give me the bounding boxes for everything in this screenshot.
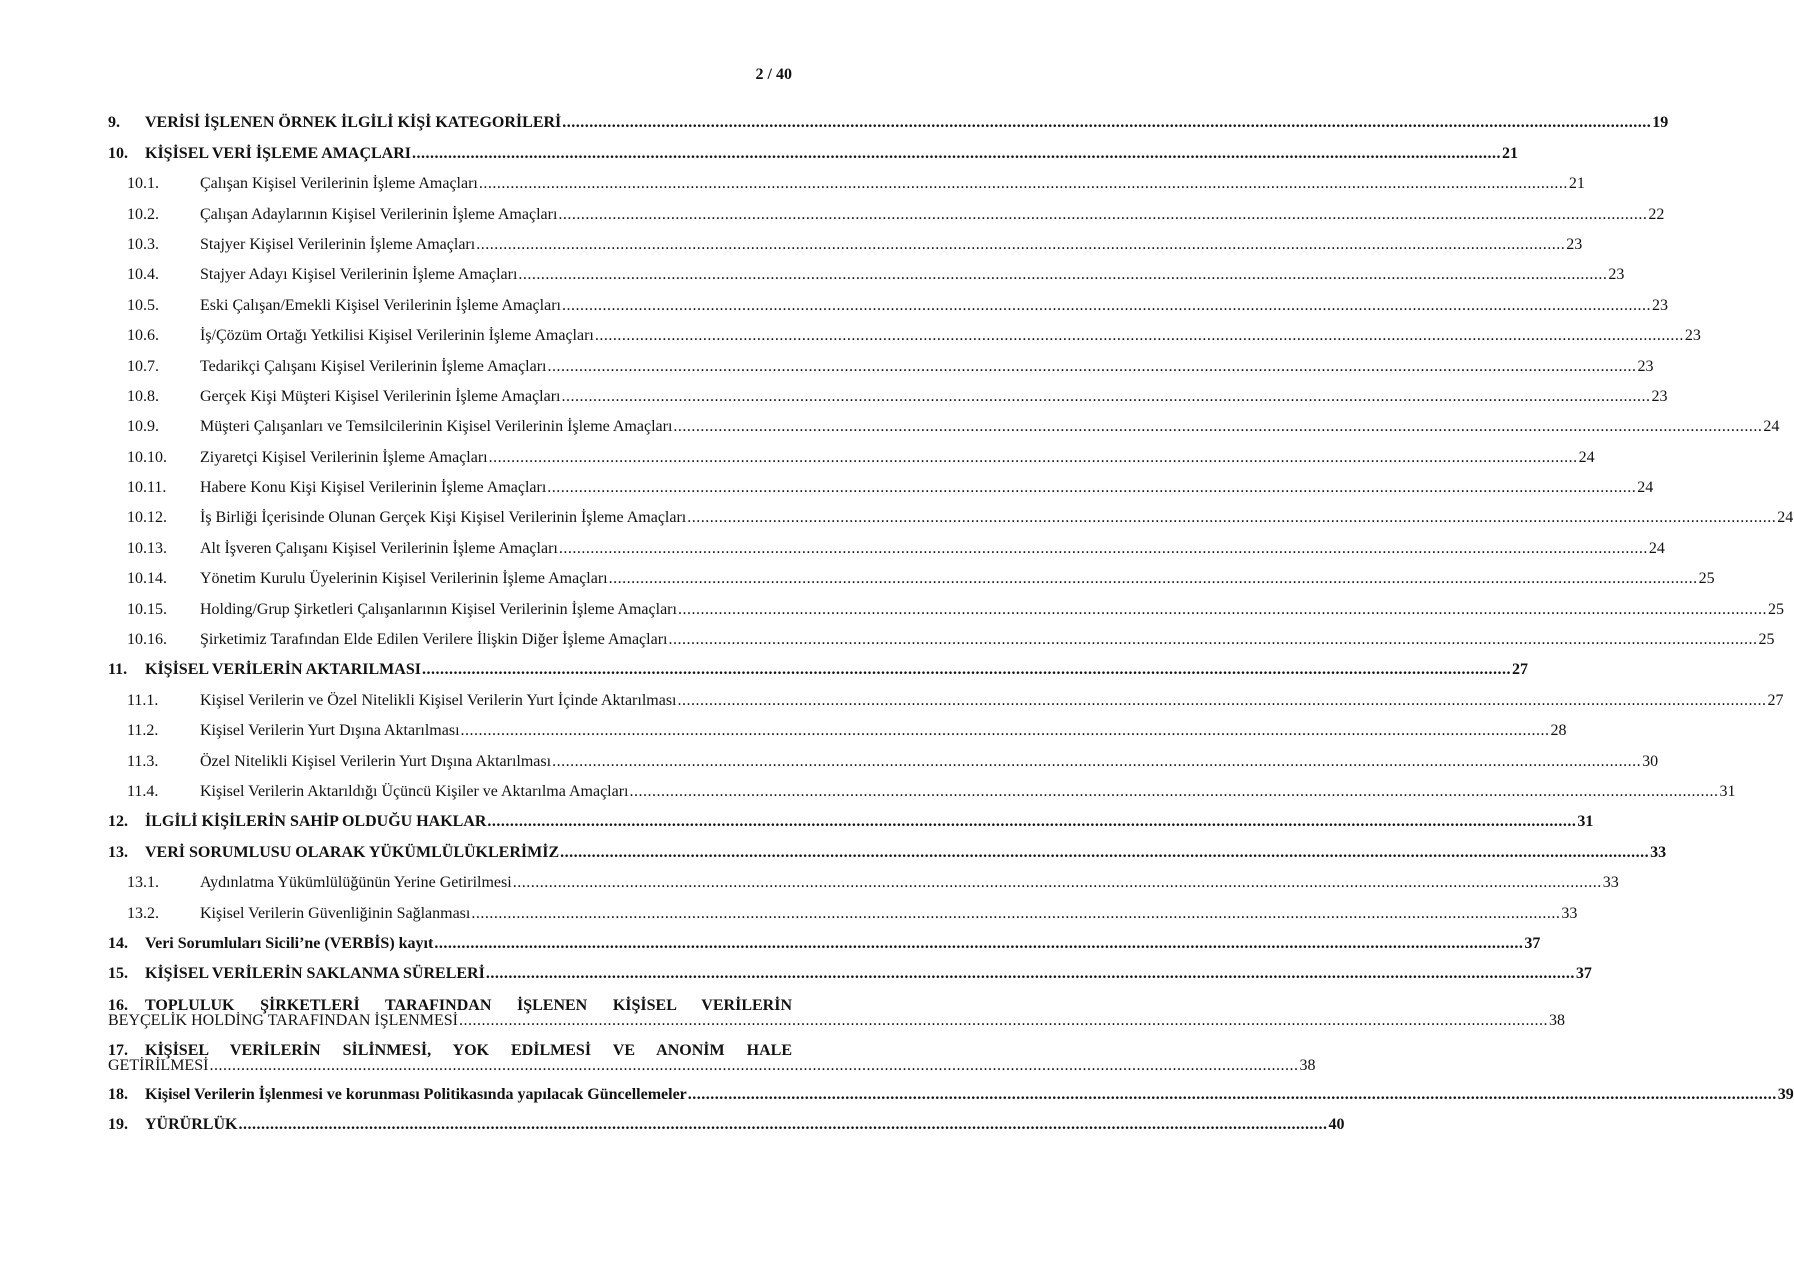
toc-entry-number: 9. bbox=[108, 114, 120, 132]
toc-entry[interactable] bbox=[108, 473, 1654, 503]
dot-leader bbox=[486, 965, 1575, 983]
dot-leader bbox=[595, 327, 1684, 345]
toc-entry-number: 15. bbox=[108, 965, 128, 983]
dot-leader bbox=[461, 722, 1550, 740]
toc-entry[interactable] bbox=[108, 290, 1668, 320]
dot-leader bbox=[459, 1012, 1548, 1030]
toc-entry[interactable] bbox=[108, 1110, 1345, 1140]
toc-entry[interactable] bbox=[108, 503, 1794, 533]
toc-entry-page: 24 bbox=[1648, 539, 1665, 557]
toc-entry[interactable] bbox=[108, 868, 1619, 898]
toc-entry-title: Aydınlatma Yükümlülüğünün Yerine Getirilmesi bbox=[200, 874, 512, 892]
dot-leader bbox=[479, 175, 1568, 193]
toc-entry-number: 18. bbox=[108, 1085, 128, 1103]
toc-entry-number: 10.6. bbox=[127, 327, 159, 345]
dot-leader bbox=[609, 570, 1698, 588]
toc-entry-title: Kişisel Verilerin İşlenmesi ve korunması Politikasında yapılacak Güncellemeler bbox=[145, 1085, 687, 1103]
toc-entry[interactable] bbox=[108, 959, 1592, 989]
toc-entry-title: Yönetim Kurulu Üyelerinin Kişisel Verilerinin İşleme Amaçları bbox=[200, 570, 608, 588]
toc-entry[interactable] bbox=[108, 625, 1775, 655]
toc-entry-number: 13.1. bbox=[127, 874, 159, 892]
toc-entry-title: Şirketimiz Tarafından Elde Edilen Verilere İlişkin Diğer İşleme Amaçları bbox=[200, 631, 668, 649]
toc-entry-page: 38 bbox=[1299, 1057, 1316, 1075]
dot-leader bbox=[547, 358, 1636, 376]
toc-entry-title: Kişisel Verilerin ve Özel Nitelikli Kişisel Verilerin Yurt İçinde Aktarılması bbox=[200, 691, 677, 709]
page-number: 2 / 40 bbox=[755, 66, 792, 83]
dot-leader bbox=[487, 813, 1576, 831]
toc-entry-title: Alt İşveren Çalışanı Kişisel Verilerinin İşleme Amaçları bbox=[200, 539, 558, 557]
dot-leader bbox=[562, 388, 1651, 406]
toc-entry-page: 23 bbox=[1637, 357, 1654, 375]
toc-entry-title: GETİRİLMESİ bbox=[108, 1057, 209, 1075]
toc-entry[interactable] bbox=[108, 442, 1595, 472]
toc-entry-title: VERİSİ İŞLENEN ÖRNEK İLGİLİ KİŞİ KATEGORİLERİ bbox=[145, 114, 562, 132]
toc-entry-number: 11.4. bbox=[127, 782, 159, 800]
toc-entry-page: 27 bbox=[1767, 691, 1784, 709]
toc-entry-title: Çalışan Kişisel Verilerinin İşleme Amaçları bbox=[200, 175, 478, 193]
toc-entry[interactable] bbox=[108, 837, 1667, 867]
toc-entry-number: 16. bbox=[108, 997, 128, 1015]
toc-entry[interactable] bbox=[108, 533, 1665, 563]
toc-entry-number: 10.4. bbox=[127, 266, 159, 284]
toc-entry-page: 37 bbox=[1524, 934, 1541, 952]
toc-entry-page: 39 bbox=[1777, 1085, 1794, 1103]
toc-entry-number: 11. bbox=[108, 661, 128, 679]
toc-entry[interactable] bbox=[108, 199, 1665, 229]
toc-entry-number: 13. bbox=[108, 843, 128, 861]
toc-entry-title: Özel Nitelikli Kişisel Verilerin Yurt Dışına Aktarılması bbox=[200, 752, 552, 770]
toc-entry-page: 33 bbox=[1561, 904, 1578, 922]
toc-entry-page: 21 bbox=[1568, 175, 1585, 193]
toc-entry-title: Tedarikçi Çalışanı Kişisel Verilerinin İşleme Amaçları bbox=[200, 357, 547, 375]
dot-leader bbox=[552, 753, 1641, 771]
toc-entry-number: 10.12. bbox=[127, 509, 167, 527]
toc-entry-number: 10.7. bbox=[127, 357, 159, 375]
toc-entry-page: 23 bbox=[1608, 266, 1625, 284]
toc-entry-number: 10.16. bbox=[127, 631, 167, 649]
dot-leader bbox=[471, 905, 1560, 923]
toc-entry-page: 33 bbox=[1650, 843, 1667, 861]
toc-entry-page: 37 bbox=[1575, 965, 1592, 983]
toc-entry[interactable] bbox=[108, 898, 1578, 928]
toc-entry-number: 10.14. bbox=[127, 570, 167, 588]
toc-entry-number: 10.11. bbox=[127, 479, 167, 497]
dot-leader bbox=[489, 449, 1578, 467]
toc-entry-number: 10. bbox=[108, 144, 128, 162]
toc-entry[interactable] bbox=[108, 138, 1519, 168]
dot-leader bbox=[559, 540, 1648, 558]
toc-entry-page: 24 bbox=[1578, 448, 1595, 466]
toc-entry-page: 23 bbox=[1651, 387, 1668, 405]
dot-leader bbox=[562, 114, 1651, 132]
toc-entry-title: VERİ SORUMLUSU OLARAK YÜKÜMLÜLÜKLERİMİZ bbox=[145, 843, 560, 861]
toc-entry-page: 31 bbox=[1577, 813, 1594, 831]
toc-entry-title: Holding/Grup Şirketleri Çalışanlarının Kişisel Verilerinin İşleme Amaçları bbox=[200, 600, 677, 618]
toc-entry-number: 11.3. bbox=[127, 752, 159, 770]
toc-entry[interactable] bbox=[108, 321, 1701, 351]
toc-entry[interactable] bbox=[108, 230, 1583, 260]
toc-entry-title: İLGİLİ KİŞİLERİN SAHİP OLDUĞU HAKLAR bbox=[145, 813, 487, 831]
dot-leader bbox=[678, 692, 1767, 710]
toc-entry-number: 17. bbox=[108, 1042, 128, 1060]
toc-entry[interactable] bbox=[108, 564, 1715, 594]
dot-leader bbox=[687, 509, 1776, 527]
toc-entry[interactable] bbox=[108, 594, 1784, 624]
toc-entry-title-line1: KİŞİSEL VERİLERİN SİLİNMESİ, YOK EDİLMESİ VE ANONİM HALE bbox=[145, 1042, 792, 1060]
toc-entry[interactable] bbox=[108, 989, 1565, 1034]
toc-entry[interactable] bbox=[108, 655, 1528, 685]
toc-entry-page: 24 bbox=[1637, 479, 1654, 497]
toc-entry-number: 10.9. bbox=[127, 418, 159, 436]
dot-leader bbox=[547, 479, 1636, 497]
dot-leader bbox=[209, 1057, 1298, 1075]
dot-leader bbox=[688, 1086, 1777, 1104]
toc-entry-page: 21 bbox=[1502, 144, 1519, 162]
toc-entry-title: Müşteri Çalışanları ve Temsilcilerinin Kişisel Verilerinin İşleme Amaçları bbox=[200, 418, 673, 436]
toc-entry[interactable] bbox=[108, 260, 1625, 290]
toc-entry[interactable] bbox=[108, 746, 1659, 776]
dot-leader bbox=[476, 236, 1565, 254]
toc-entry[interactable] bbox=[108, 716, 1567, 746]
toc-entry-page: 40 bbox=[1328, 1116, 1345, 1134]
toc-entry-page: 28 bbox=[1550, 722, 1567, 740]
toc-entry[interactable] bbox=[108, 777, 1736, 807]
toc-entry-page: 23 bbox=[1566, 235, 1583, 253]
toc-entry[interactable] bbox=[108, 108, 1669, 138]
toc-entry-number: 10.15. bbox=[127, 600, 167, 618]
toc-entry-number: 10.10. bbox=[127, 448, 167, 466]
toc-entry-page: 27 bbox=[1511, 661, 1528, 679]
toc-entry-title: Çalışan Adaylarının Kişisel Verilerinin İşleme Amaçları bbox=[200, 205, 558, 223]
toc-entry-title: Veri Sorumluları Sicili’ne (VERBİS) kayıt bbox=[145, 934, 434, 952]
toc-entry-title: Eski Çalışan/Emekli Kişisel Verilerinin İşleme Amaçları bbox=[200, 296, 561, 314]
toc-entry[interactable] bbox=[108, 351, 1654, 381]
toc-entry-number: 13.2. bbox=[127, 904, 159, 922]
toc-entry-title: Kişisel Verilerin Güvenliğinin Sağlanması bbox=[200, 904, 471, 922]
table-of-contents bbox=[108, 108, 1794, 1140]
toc-entry[interactable] bbox=[108, 382, 1668, 412]
toc-entry-page: 25 bbox=[1758, 631, 1775, 649]
toc-entry-page: 25 bbox=[1698, 570, 1715, 588]
toc-entry-title: Kişisel Verilerin Yurt Dışına Aktarılması bbox=[200, 722, 460, 740]
toc-entry-page: 24 bbox=[1763, 418, 1780, 436]
dot-leader bbox=[412, 145, 1501, 163]
dot-leader bbox=[434, 935, 1523, 953]
toc-entry-title: Ziyaretçi Kişisel Verilerinin İşleme Amaçları bbox=[200, 448, 488, 466]
toc-entry-title-line1: TOPLULUK ŞİRKETLERİ TARAFINDAN İŞLENEN KİŞİSEL VERİLERİN bbox=[145, 997, 792, 1015]
dot-leader bbox=[562, 297, 1651, 315]
dot-leader bbox=[630, 783, 1719, 801]
toc-entry[interactable] bbox=[108, 685, 1784, 715]
dot-leader bbox=[422, 661, 1511, 679]
toc-entry-number: 19. bbox=[108, 1116, 128, 1134]
toc-entry-title: KİŞİSEL VERİ İŞLEME AMAÇLARI bbox=[145, 144, 412, 162]
toc-entry-page: 22 bbox=[1648, 205, 1665, 223]
toc-entry-page: 24 bbox=[1777, 509, 1794, 527]
toc-entry[interactable] bbox=[108, 929, 1541, 959]
toc-entry-title: KİŞİSEL VERİLERİN AKTARILMASI bbox=[145, 661, 421, 679]
toc-entry-number: 10.5. bbox=[127, 296, 159, 314]
toc-entry-number: 14. bbox=[108, 934, 128, 952]
toc-entry-page: 31 bbox=[1719, 782, 1736, 800]
toc-entry-title: Gerçek Kişi Müşteri Kişisel Verilerinin İşleme Amaçları bbox=[200, 387, 561, 405]
toc-entry-page: 38 bbox=[1548, 1012, 1565, 1030]
toc-entry-title: Stajyer Kişisel Verilerinin İşleme Amaçları bbox=[200, 235, 476, 253]
toc-entry-number: 10.13. bbox=[127, 539, 167, 557]
toc-entry-title: YÜRÜRLÜK bbox=[145, 1116, 238, 1134]
toc-entry-number: 11.1. bbox=[127, 691, 159, 709]
toc-entry-number: 11.2. bbox=[127, 722, 159, 740]
toc-entry-page: 25 bbox=[1767, 600, 1784, 618]
toc-entry[interactable] bbox=[108, 1079, 1794, 1109]
dot-leader bbox=[560, 844, 1649, 862]
toc-entry-page: 23 bbox=[1684, 327, 1701, 345]
toc-entry-number: 10.8. bbox=[127, 387, 159, 405]
toc-entry-title: İş/Çözüm Ortağı Yetkilisi Kişisel Verilerinin İşleme Amaçları bbox=[200, 327, 594, 345]
toc-entry-page: 19 bbox=[1652, 114, 1669, 132]
toc-entry[interactable] bbox=[108, 807, 1594, 837]
dot-leader bbox=[668, 631, 1757, 649]
toc-entry-page: 33 bbox=[1602, 874, 1619, 892]
dot-leader bbox=[673, 418, 1762, 436]
dot-leader bbox=[678, 601, 1767, 619]
toc-entry-number: 10.1. bbox=[127, 175, 159, 193]
toc-entry[interactable] bbox=[108, 169, 1585, 199]
toc-entry-number: 10.3. bbox=[127, 235, 159, 253]
dot-leader bbox=[513, 874, 1602, 892]
toc-entry-page: 30 bbox=[1642, 752, 1659, 770]
toc-entry-number: 10.2. bbox=[127, 205, 159, 223]
toc-entry[interactable] bbox=[108, 412, 1780, 442]
toc-entry-title: İş Birliği İçerisinde Olunan Gerçek Kişi Kişisel Verilerinin İşleme Amaçları bbox=[200, 509, 687, 527]
dot-leader bbox=[238, 1116, 1327, 1134]
toc-entry-page: 23 bbox=[1651, 296, 1668, 314]
toc-entry-title: KİŞİSEL VERİLERİN SAKLANMA SÜRELERİ bbox=[145, 965, 485, 983]
dot-leader bbox=[518, 266, 1607, 284]
toc-entry-title: BEYÇELİK HOLDİNG TARAFINDAN İŞLENMESİ bbox=[108, 1012, 458, 1030]
toc-entry[interactable] bbox=[108, 1034, 1316, 1079]
dot-leader bbox=[558, 206, 1647, 224]
toc-entry-title: Habere Konu Kişi Kişisel Verilerinin İşleme Amaçları bbox=[200, 479, 547, 497]
toc-entry-title: Stajyer Adayı Kişisel Verilerinin İşleme Amaçları bbox=[200, 266, 518, 284]
toc-entry-number: 12. bbox=[108, 813, 128, 831]
toc-entry-title: Kişisel Verilerin Aktarıldığı Üçüncü Kişiler ve Aktarılma Amaçları bbox=[200, 782, 629, 800]
